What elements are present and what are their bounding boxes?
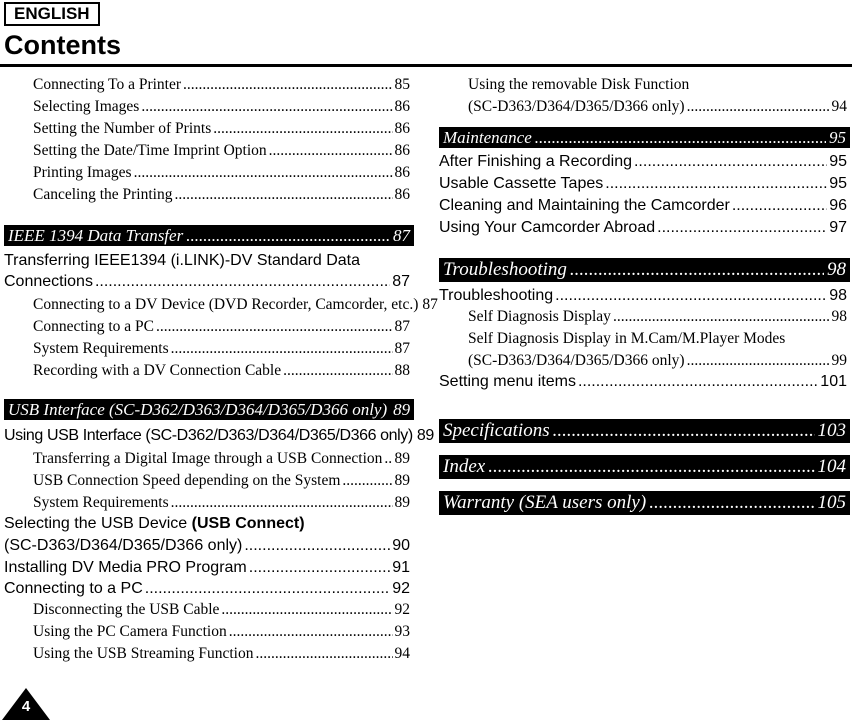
toc-entry[interactable]: Using the USB Streaming Function ..... 94 <box>33 645 410 663</box>
toc-entry[interactable]: System Requirements ..... 87 <box>33 340 410 358</box>
section-header-troubleshooting[interactable]: Troubleshooting ..... 98 <box>439 258 850 282</box>
page-title: Contents <box>4 30 121 60</box>
toc-entry[interactable]: (SC-D363/D364/D365/D366 only) ..... 94 <box>468 98 847 116</box>
toc-entry[interactable]: Usable Cassette Tapes ..... 95 <box>439 175 847 193</box>
toc-entry[interactable]: Printing Images ..... 86 <box>33 164 410 182</box>
toc-entry[interactable]: USB Connection Speed depending on the System ..... 89 <box>33 472 410 490</box>
toc-entry[interactable]: Setting the Number of Prints ..... 86 <box>33 120 410 138</box>
toc-entry[interactable]: Canceling the Printing ..... 86 <box>33 186 410 204</box>
toc-entry-text[interactable]: Transferring IEEE1394 (i.LINK)-DV Standard Data <box>4 252 361 269</box>
section-header-maintenance[interactable]: Maintenance ..... 95 <box>439 127 850 148</box>
toc-entry[interactable]: Transferring a Digital Image through a USB Connection ..... 89 <box>33 450 410 468</box>
toc-entry[interactable]: Using USB Interface (SC-D362/D363/D364/D365/D366 only) 89 <box>4 427 434 444</box>
toc-entry[interactable]: Disconnecting the USB Cable ..... 92 <box>33 601 410 619</box>
title-rule <box>0 64 852 67</box>
toc-entry[interactable]: Connections ..... 87 <box>4 273 410 291</box>
toc-entry[interactable]: Installing DV Media PRO Program ..... 91 <box>4 559 410 577</box>
page-number: 4 <box>21 698 31 715</box>
toc-entry[interactable]: (SC-D363/D364/D365/D366 only) ..... 90 <box>4 537 410 555</box>
toc-entry[interactable]: Connecting to a PC ..... 92 <box>4 580 410 598</box>
toc-entry-text[interactable]: Using the removable Disk Function <box>468 76 690 93</box>
toc-entry[interactable]: Setting menu items ..... 101 <box>439 373 847 391</box>
section-header-index[interactable]: Index ..... 104 <box>439 455 850 479</box>
toc-entry[interactable]: After Finishing a Recording ..... 95 <box>439 153 847 171</box>
toc-entry[interactable]: Connecting To a Printer ..... 85 <box>33 76 410 94</box>
toc-entry[interactable]: Troubleshooting ..... 98 <box>439 287 847 305</box>
toc-entry[interactable]: (SC-D363/D364/D365/D366 only) ..... 99 <box>468 352 847 370</box>
toc-entry[interactable]: Cleaning and Maintaining the Camcorder ..... 96 <box>439 197 847 215</box>
toc-entry-text[interactable]: Selecting the USB Device (USB Connect) <box>4 515 305 532</box>
section-header-ieee1394[interactable]: IEEE 1394 Data Transfer ..... 87 <box>4 225 414 246</box>
toc-entry[interactable]: Self Diagnosis Display ..... 98 <box>468 308 847 326</box>
toc-entry[interactable]: Connecting to a DV Device (DVD Recorder, Camcorder, etc.) 87 <box>33 296 438 313</box>
section-header-warranty[interactable]: Warranty (SEA users only) ..... 105 <box>439 491 850 515</box>
section-header-specifications[interactable]: Specifications ..... 103 <box>439 419 850 443</box>
toc-entry[interactable]: Recording with a DV Connection Cable ..... 88 <box>33 362 410 380</box>
toc-entry[interactable]: Selecting Images ..... 86 <box>33 98 410 116</box>
toc-entry[interactable]: System Requirements ..... 89 <box>33 494 410 512</box>
toc-entry[interactable]: Using Your Camcorder Abroad ..... 97 <box>439 219 847 237</box>
toc-entry-text[interactable]: Self Diagnosis Display in M.Cam/M.Player Modes <box>468 330 786 347</box>
section-header-usb-interface[interactable]: USB Interface (SC-D362/D363/D364/D365/D366 only) 89 <box>4 399 414 420</box>
language-label: ENGLISH <box>4 2 100 26</box>
toc-entry[interactable]: Using the PC Camera Function ..... 93 <box>33 623 410 641</box>
toc-entry[interactable]: Setting the Date/Time Imprint Option ..... 86 <box>33 142 410 160</box>
toc-entry[interactable]: Connecting to a PC ..... 87 <box>33 318 410 336</box>
